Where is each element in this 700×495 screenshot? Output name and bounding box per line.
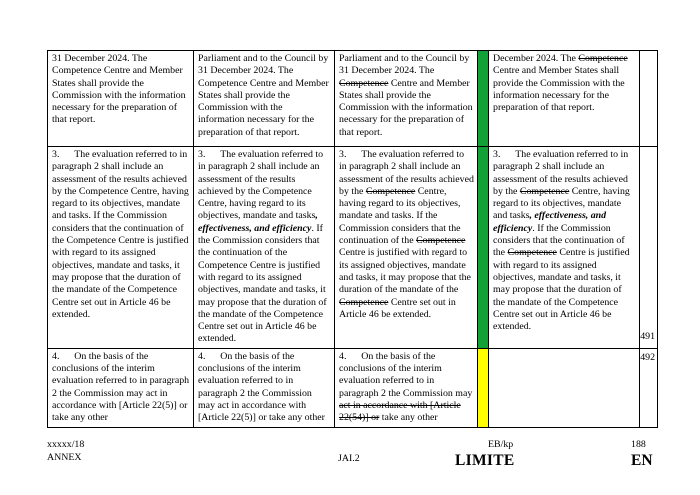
deleted-text: act in accordance with [Article 22(54)] or bbox=[339, 399, 461, 424]
text-fragment: Centre, having regard to its objectives, mandate and tasks. If the Commission considers that the continuation of the bbox=[339, 185, 461, 247]
comparison-table bbox=[47, 50, 658, 428]
cell-compromise-text bbox=[489, 147, 640, 349]
language-code: EN bbox=[631, 452, 653, 469]
cell-commission-proposal: 31 December 2024. The Competence Centre and Member States shall provide the Commission with the information necessary for the preparation of that report. bbox=[48, 51, 194, 147]
author-initials: EB/kp bbox=[488, 439, 514, 450]
deleted-text: Competence bbox=[365, 185, 416, 197]
document-reference: xxxxx/18 bbox=[47, 439, 85, 450]
table-row bbox=[48, 51, 658, 147]
deleted-text: Competence bbox=[578, 53, 628, 64]
text-fragment: Parliament and to the Council by 31 December 2024. The bbox=[339, 53, 470, 77]
table-row bbox=[48, 348, 658, 427]
deleted-text: Competence bbox=[519, 185, 570, 197]
cell-compromise-text bbox=[489, 51, 640, 147]
deleted-text: Competence bbox=[416, 235, 466, 247]
annex-label: ANNEX bbox=[47, 452, 82, 463]
table-row bbox=[48, 147, 658, 349]
row-number: 491 bbox=[640, 147, 658, 349]
cell-council-position bbox=[335, 348, 478, 427]
text-fragment: Centre is justified with regard to its assigned objectives, mandate and tasks, it may propose that the duration of the mandate of the bbox=[339, 247, 471, 296]
cell-parliament-position: Parliament and to the Council by 31 December 2024. The Competence Centre and Member States shall provide the Commission with the information necessary for the preparation of that report. bbox=[194, 51, 335, 147]
cell-commission-proposal: 4. On the basis of the conclusions of the interim evaluation referred to in paragraph 2 the Commission may act in accordance with [Article 22(5)] or take any other bbox=[48, 348, 194, 427]
amended-text: , effectiveness, and efficiency bbox=[493, 210, 607, 234]
text-fragment: . If the Commission considers that the continuation of the bbox=[493, 222, 625, 259]
text-fragment: 3. The evaluation referred to in paragraph 2 shall include an assessment of the results achieved by the Competence Centre, having regard to its objectives, mandate and tasks bbox=[198, 149, 324, 222]
cell-parliament-position bbox=[194, 147, 335, 349]
text-fragment: Centre is justified with regard to its assigned objectives, mandate and tasks, it may propose that the duration of the mandate of the Competence Centre set out in Article 46 be extended. bbox=[493, 247, 630, 333]
deleted-text: Competence bbox=[339, 77, 389, 89]
status-marker-green bbox=[478, 51, 489, 147]
text-fragment: Centre set out in Article 46 be extended. bbox=[339, 296, 456, 320]
cell-commission-proposal: 3. The evaluation referred to in paragraph 2 shall include an assessment of the results achieved by the Competence Centre, having regard to its objectives, mandate and tasks. If the Commission considers that the continuation of the Competence Centre is justified with regard to its assigned objectives, mandate and tasks, it may propose that the duration of the mandate of the Competence Centre set out in Article 46 be extended. bbox=[48, 147, 194, 349]
text-fragment: Centre and Member States shall provide the Commission with the information necessary for the preparation of that report. bbox=[493, 65, 625, 114]
row-number: 492 bbox=[640, 348, 658, 427]
text-fragment: 3. The evaluation referred to in paragraph 2 shall include an assessment of the results achieved by the bbox=[339, 149, 474, 197]
cell-council-position bbox=[335, 51, 478, 147]
text-fragment: December 2024. The bbox=[493, 53, 579, 64]
amended-text: , effectiveness, and efficiency bbox=[198, 210, 318, 234]
row-number bbox=[640, 51, 658, 147]
status-marker-yellow bbox=[478, 348, 489, 427]
text-fragment: 4. On the basis of the conclusions of the interim evaluation referred to in paragraph 2 the Commission may bbox=[339, 350, 473, 399]
text-fragment: . If the Commission considers that the continuation of the Competence Centre is justified with regard to its assigned objectives, mandate and tasks, it may propose that the duration of the mandate of the Competence Centre set out in Article 46 be extended. bbox=[198, 222, 327, 345]
deleted-text: Competence bbox=[339, 296, 389, 308]
text-fragment: Centre, having regard to its objectives, mandate and tasks bbox=[493, 185, 630, 222]
text-fragment: 3. The evaluation referred to in paragraph 2 shall include an assessment of the results achieved by the bbox=[493, 149, 629, 197]
text-fragment: take any other bbox=[379, 412, 438, 424]
text-fragment: Centre and Member States shall provide the Commission with the information necessary for the preparation of that report. bbox=[339, 77, 473, 138]
cell-compromise-text bbox=[489, 348, 640, 427]
classification-label: LIMITE bbox=[455, 452, 515, 469]
unit-code: JAI.2 bbox=[338, 453, 360, 464]
cell-parliament-position: 4. On the basis of the conclusions of the interim evaluation referred to in paragraph 2 the Commission may act in accordance with [Article 22(5)] or take any other bbox=[194, 348, 335, 427]
cell-council-position bbox=[335, 147, 478, 349]
page-number: 188 bbox=[631, 439, 646, 450]
status-marker-green bbox=[478, 147, 489, 349]
deleted-text: Competence bbox=[507, 247, 557, 259]
